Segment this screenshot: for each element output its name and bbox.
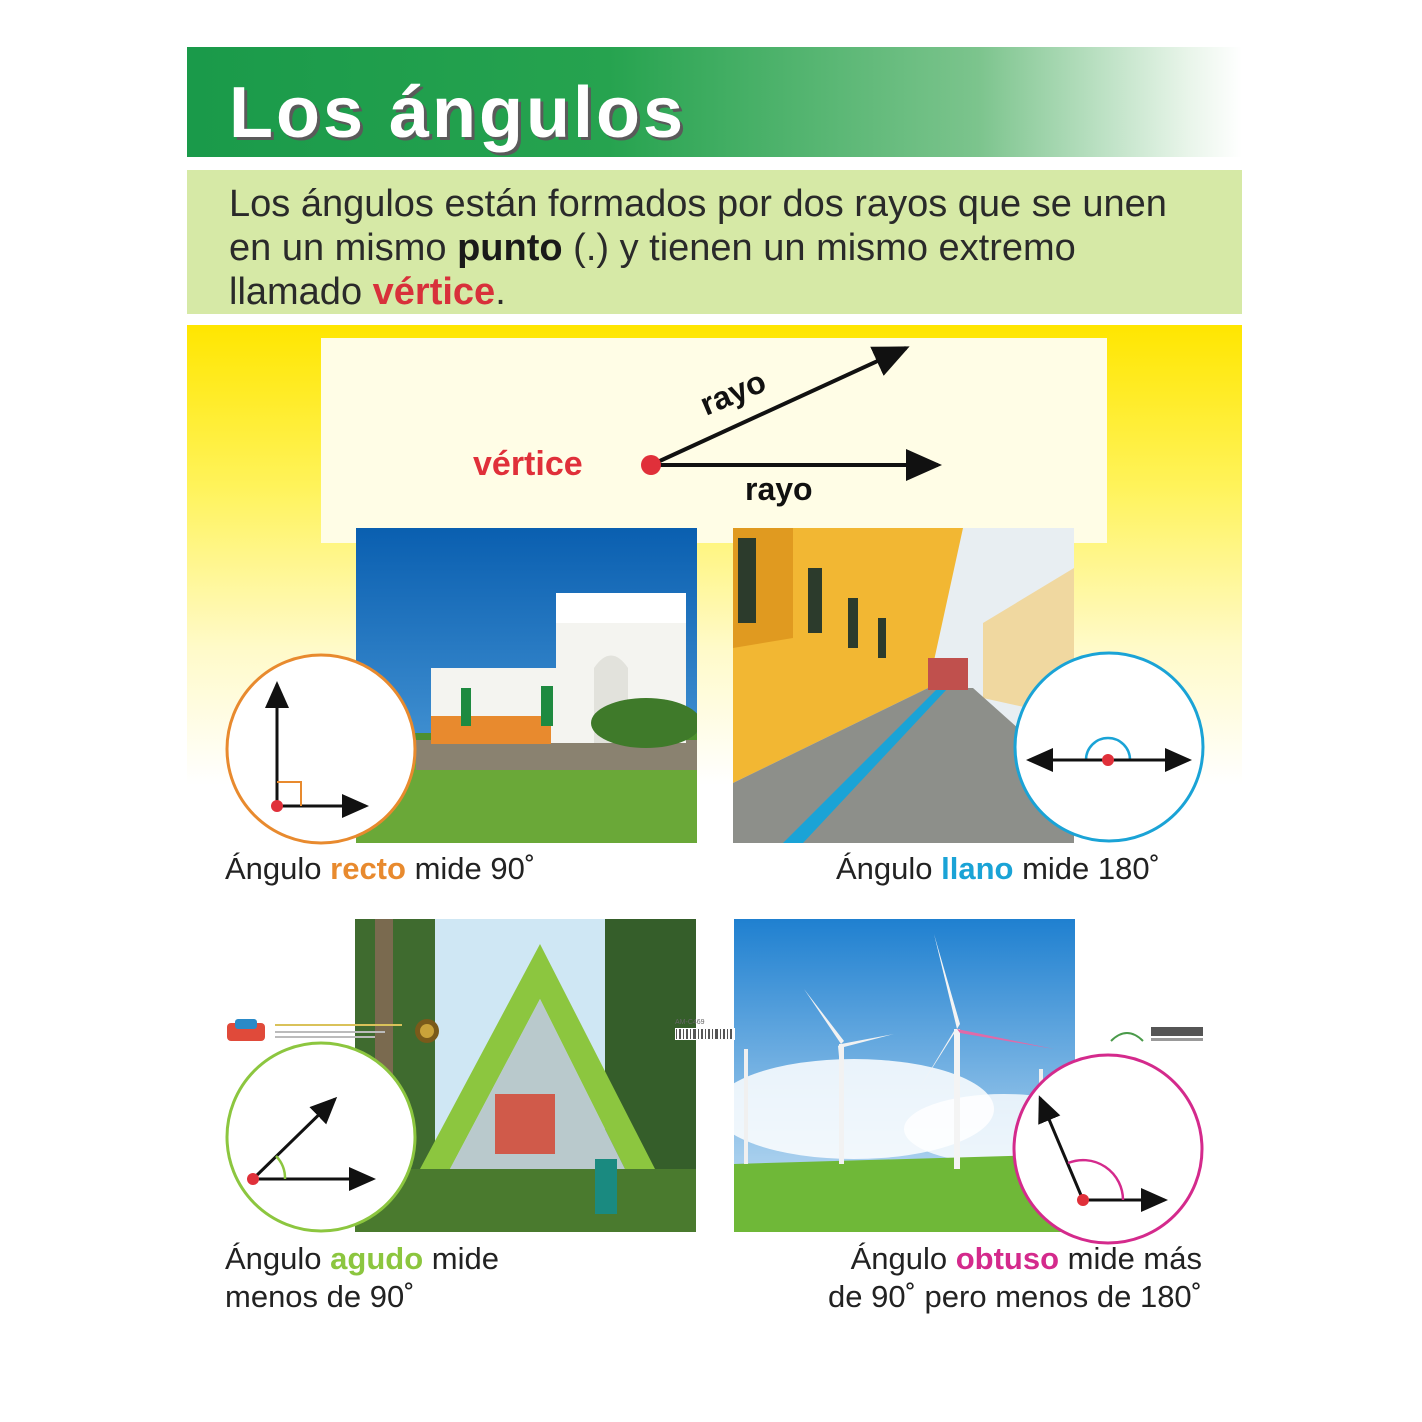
caption-obtuso bbox=[777, 1240, 1202, 1316]
caption-agudo-line2: menos de 90˚ bbox=[225, 1279, 415, 1314]
intro-box bbox=[187, 170, 1242, 314]
intro-part1: Los ángulos están formados por dos rayos que se unen en un mismo bbox=[229, 183, 1167, 269]
page-title: Los ángulos bbox=[229, 73, 687, 153]
title-banner bbox=[187, 47, 1242, 157]
caption-agudo bbox=[225, 1240, 499, 1316]
intro-vertice: vértice bbox=[372, 271, 496, 313]
intro-part2: (.) y tienen un mismo extremo llamado bbox=[229, 227, 1076, 313]
upper-ray bbox=[651, 348, 906, 465]
caption-obtuso-keyword: obtuso bbox=[955, 1241, 1060, 1276]
caption-llano bbox=[836, 850, 1160, 888]
caption-obtuso-suffix: mide más bbox=[1059, 1241, 1202, 1276]
caption-recto-keyword: recto bbox=[330, 851, 406, 886]
caption-recto bbox=[225, 850, 535, 888]
caption-recto-prefix: Ángulo bbox=[225, 851, 331, 886]
obtuse-angle-icon bbox=[1010, 1051, 1206, 1247]
product-code: AM-C469 bbox=[675, 1019, 705, 1026]
caption-obtuso-prefix: Ángulo bbox=[850, 1241, 956, 1276]
caption-agudo-prefix: Ángulo bbox=[225, 1241, 331, 1276]
vertex-dot bbox=[641, 455, 661, 475]
right-angle-icon bbox=[223, 651, 419, 847]
caption-llano-suffix: mide 180˚ bbox=[1013, 851, 1160, 886]
straight-angle-icon bbox=[1011, 649, 1207, 845]
ray-bottom-label: rayo bbox=[745, 471, 813, 507]
caption-recto-suffix: mide 90˚ bbox=[405, 851, 536, 886]
intro-text bbox=[229, 182, 1219, 314]
caption-agudo-keyword: agudo bbox=[330, 1241, 424, 1276]
brand-logo bbox=[1109, 1023, 1209, 1045]
angle-diagram bbox=[321, 338, 1107, 543]
acute-angle-icon bbox=[223, 1039, 419, 1235]
caption-llano-prefix: Ángulo bbox=[836, 851, 942, 886]
caption-agudo-suffix: mide bbox=[423, 1241, 499, 1276]
ray-top-label: rayo bbox=[694, 362, 771, 423]
caption-obtuso-line2: de 90˚ pero menos de 180˚ bbox=[828, 1279, 1202, 1314]
barcode bbox=[675, 1028, 735, 1040]
intro-punto: punto bbox=[457, 227, 563, 269]
intro-part3: . bbox=[495, 271, 506, 313]
angle-diagram-box bbox=[321, 338, 1107, 543]
publisher-logo bbox=[227, 1017, 442, 1047]
vertex-label: vértice bbox=[473, 445, 583, 483]
poster bbox=[187, 47, 1242, 1357]
caption-llano-keyword: llano bbox=[941, 851, 1014, 886]
